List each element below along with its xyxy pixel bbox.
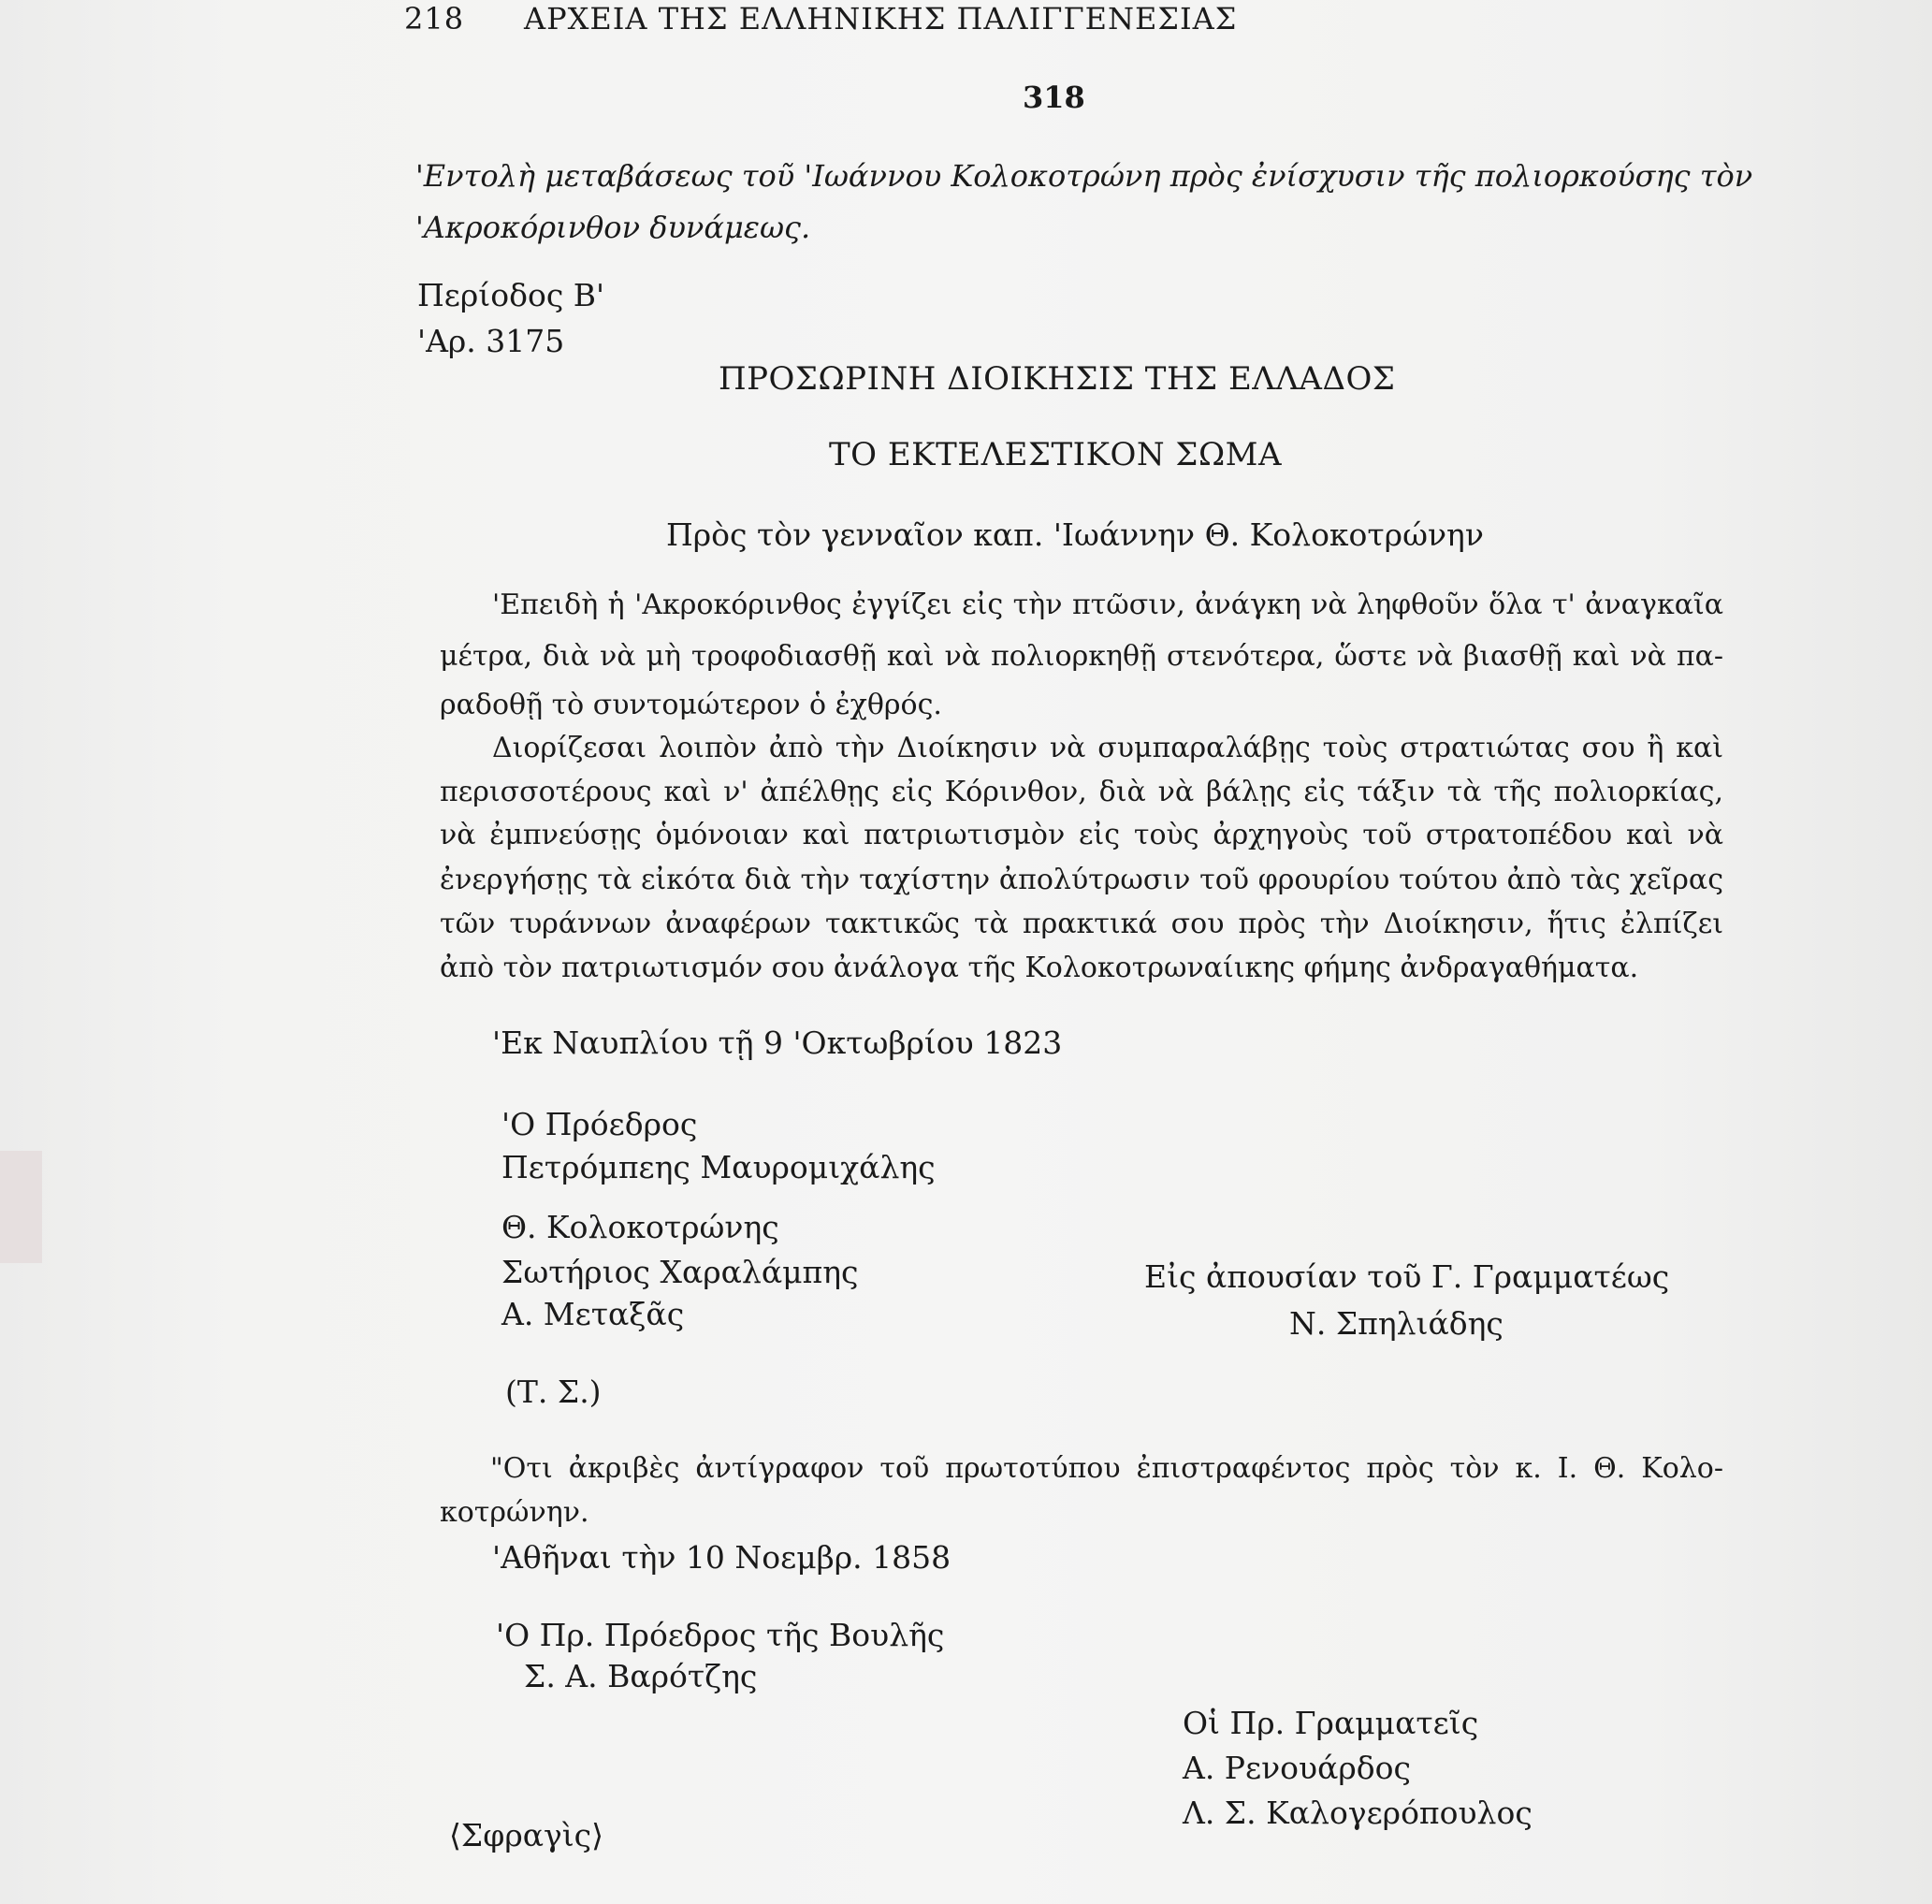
secretary-name: Ν. Σπηλιάδης [1289,1305,1503,1342]
secretary-signatory: Α. Ρενουάρδος [1183,1750,1412,1786]
secretary-note: Εἰς ἀπουσίαν τοῦ Γ. Γραμματέως [1144,1258,1670,1295]
signatory-name: Σωτήριος Χαραλάμπης [501,1254,859,1290]
paragraph-2-line: τῶν τυράννων ἀναφέρων τακτικῶς τὰ πρακτικά σου πρὸς τὴν Διοίκησιν, ἥτις ἐλπίζει [440,908,1723,940]
secretaries-title: Οἱ Πρ. Γραμματεῖς [1183,1705,1479,1741]
summary-line-2: 'Ακροκόρινθον δυνάμεως. [415,210,811,245]
signatory-name: Α. Μεταξᾶς [501,1296,685,1332]
running-head-title: ΑΡΧΕΙΑ ΤΗΣ ΕΛΛΗΝΙΚΗΣ ΠΑΛΙΓΓΕΝΕΣΙΑΣ [524,1,1238,36]
signatory-name: Θ. Κολοκοτρώνης [501,1209,779,1245]
paragraph-2-line: ἀπὸ τὸν πατριωτισμόν σου ἀνάλογα τῆς Κολοκοτρωναίικης φήμης ἀνδραγαθήματα. [440,952,1639,984]
paragraph-2-line: Διορίζεσαι λοιπὸν ἀπὸ τὴν Διοίκησιν νὰ συμπαραλάβῃς τοὺς στρατιώτας σου ἢ καὶ [492,732,1723,764]
scan-smudge [0,1151,42,1263]
addressee: Πρὸς τὸν γενναῖον καπ. 'Ιωάννην Θ. Κολοκοτρώνην [666,516,1484,553]
certification-line: "Οτι ἀκριβὲς ἀντίγραφον τοῦ πρωτοτύπου ἐπιστραφέντος πρὸς τὸν κ. Ι. Θ. Κολο- [490,1452,1723,1485]
document-number: 318 [1023,80,1085,115]
reference-number: 'Αρ. 3175 [417,323,565,359]
issue-date-place: 'Εκ Ναυπλίου τῇ 9 'Οκτωβρίου 1823 [492,1025,1063,1061]
summary-line-1: 'Εντολὴ μεταβάσεως τοῦ 'Ιωάννου Κολοκοτρώνη πρὸς ἐνίσχυσιν τῆς πολιορκούσης τὸν [415,158,1753,194]
vice-president-title: 'Ο Πρ. Πρόεδρος τῆς Βουλῆς [496,1617,945,1653]
signatory-name: Πετρόμπεης Μαυρομιχάλης [501,1149,936,1185]
seal-mark: (Τ. Σ.) [505,1373,602,1410]
heading-government: ΠΡΟΣΩΡΙΝΗ ΔΙΟΙΚΗΣΙΣ ΤΗΣ ΕΛΛΑΔΟΣ [719,360,1396,398]
seal-label: ⟨Σφραγὶς⟩ [449,1817,604,1853]
paragraph-2-line: νὰ ἐμπνεύσῃς ὁμόνοιαν καὶ πατριωτισμὸν εἰς τοὺς ἀρχηγοὺς τοῦ στρατοπέδου καὶ νὰ [440,819,1723,851]
secretary-signatory: Λ. Σ. Καλογερόπουλος [1183,1795,1533,1831]
paragraph-1-line: μέτρα, διὰ νὰ μὴ τροφοδιασθῇ καὶ νὰ πολιορκηθῇ στενότερα, ὥστε νὰ βιασθῇ καὶ νὰ πα- [440,640,1723,673]
paragraph-2-line: ἐνεργήσῃς τὰ εἰκότα διὰ τὴν ταχίστην ἀπολύτρωσιν τοῦ φρουρίου τούτου ἀπὸ τὰς χεῖρας [440,864,1723,896]
page-number: 218 [404,1,465,36]
certification-line: κοτρώνην. [440,1496,589,1529]
heading-executive: ΤΟ ΕΚΤΕΛΕΣΤΙΚΟΝ ΣΩΜΑ [829,436,1283,473]
paragraph-1-line: 'Επειδὴ ἡ 'Ακροκόρινθος ἐγγίζει εἰς τὴν πτῶσιν, ἀνάγκη νὰ ληφθοῦν ὅλα τ' ἀναγκαῖα [492,589,1723,621]
period-label: Περίοδος Β' [417,277,605,313]
paragraph-2-line: περισσοτέρους καὶ ν' ἀπέλθῃς εἰς Κόρινθον, διὰ νὰ βάλῃς εἰς τάξιν τὰ τῆς πολιορκίας, [440,776,1723,808]
president-title: 'Ο Πρόεδρος [501,1106,698,1142]
vice-president-name: Σ. Α. Βαρότζης [524,1658,758,1694]
certification-date: 'Αθῆναι τὴν 10 Νοεμβρ. 1858 [492,1539,951,1576]
paragraph-1-line: ραδοθῇ τὸ συντομώτερον ὁ ἐχθρός. [440,689,942,721]
